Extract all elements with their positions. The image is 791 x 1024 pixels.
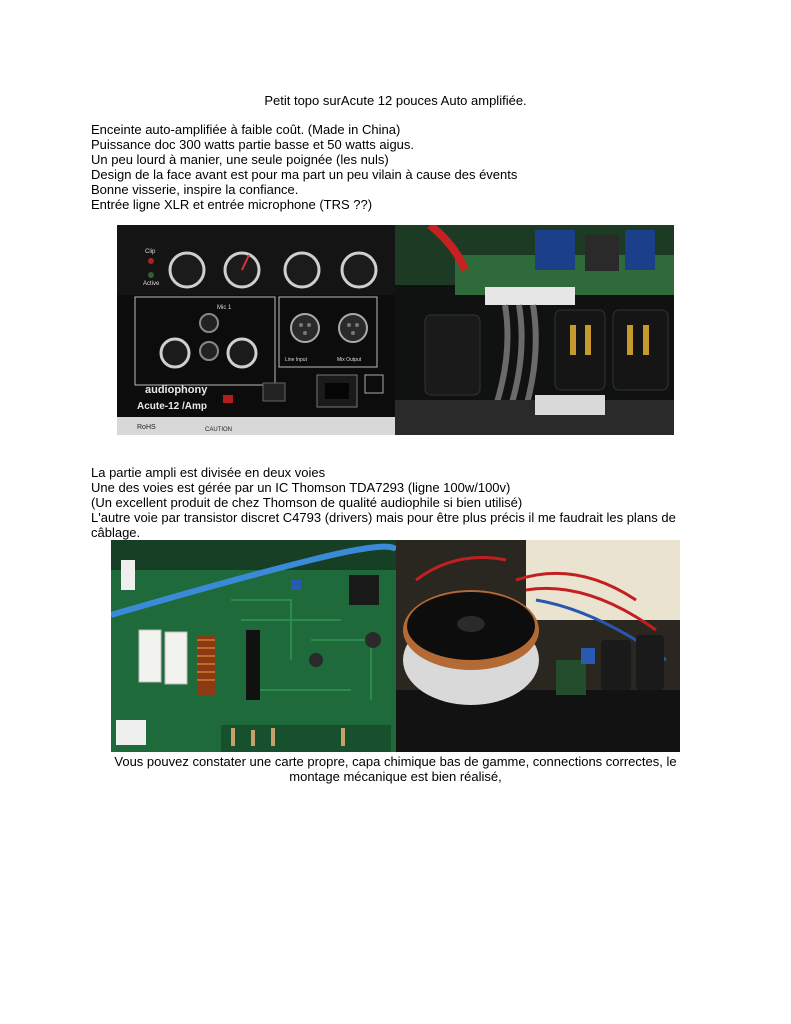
caution-label: CAUTION: [205, 427, 232, 433]
amp-line: L'autre voie par transistor discret C4793 (drivers) mais pour être plus précis il me faudrait les plans de câblage.: [91, 510, 676, 540]
brand-logo: audiophony: [145, 384, 208, 396]
amp-line: (Un excellent produit de chez Thomson de qualité audiophile si bien utilisé): [91, 495, 523, 510]
mix-output-label: Mix Output: [337, 357, 362, 363]
intro-line: Puissance doc 300 watts partie basse et 50 watts aigus.: [91, 137, 415, 152]
document-title: Petit topo surAcute 12 pouces Auto amplifiée.: [264, 93, 527, 108]
line-input-label: Line Input: [285, 357, 307, 363]
model-label: Acute-12 /Amp: [137, 401, 208, 412]
amp-paragraph: [91, 465, 691, 540]
rohs-label: RoHS: [137, 424, 156, 431]
intro-line: Design de la face avant est pour ma part un peu vilain à cause des évents: [91, 167, 518, 182]
intro-line: Enceinte auto-amplifiée à faible coût. (Made in China): [91, 122, 401, 137]
mic-label: Mic 1: [217, 305, 232, 311]
amp-panel-photo: [117, 225, 395, 435]
xlr-board-photo: [395, 225, 674, 435]
intro-line: Bonne visserie, inspire la confiance.: [91, 182, 299, 197]
intro-line: Un peu lourd à manier, une seule poignée (les nuls): [91, 152, 389, 167]
amp-line: Une des voies est gérée par un IC Thomson TDA7293 (ligne 100w/100v): [91, 480, 511, 495]
amp-line: La partie ampli est divisée en deux voies: [91, 465, 326, 480]
active-label: Active: [143, 281, 160, 287]
intro-line: Entrée ligne XLR et entrée microphone (TRS ??): [91, 197, 373, 212]
photo-caption: Vous pouvez constater une carte propre, capa chimique bas de gamme, connections correctes, le montage mécanique est bien réalisé,: [114, 754, 677, 784]
clip-label: Clip: [145, 249, 156, 255]
intro-paragraph: [91, 122, 691, 212]
transformer-photo: [396, 540, 680, 752]
amp-pcb-photo: [111, 540, 396, 752]
